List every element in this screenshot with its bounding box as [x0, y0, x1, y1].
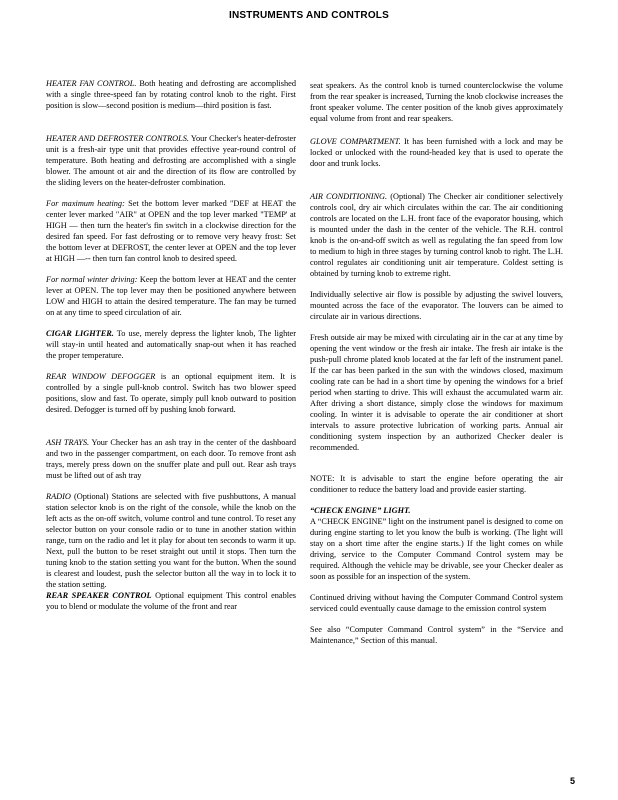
- header-title-prefix: INSTRUMENTS AND: [229, 10, 332, 21]
- rear-defogger-body: is an optional equipment item. It is controlled by a single pull-knob control. Switch has two blower speed positions, slow and fast. To operate, simply pull knob outward to position desired. Defogger is turned off by pushing knob forward.: [46, 372, 296, 414]
- check-engine-paragraph: [310, 505, 563, 582]
- heater-defroster-title: HEATER AND DEFROSTER CONTROLS.: [46, 134, 190, 143]
- winter-driving-body: Keep the bottom lever at HEAT and the center lever at OPEN. The top lever may then be positioned anywhere between LOW and HIGH to attain the desired temperature. The fan may be turned on at any time to speed circulation of air.: [46, 275, 296, 317]
- glove-compartment-paragraph: [310, 136, 563, 169]
- glove-compartment-body: It has been furnished with a lock and may be locked or unlocked with the round-headed key that is used to operate the door and trunk locks.: [310, 137, 563, 168]
- continued-driving-paragraph: Continued driving without having the Computer Command Control system serviced could eventually cause damage to the emission control system: [310, 593, 563, 613]
- radio-title: RADIO: [46, 492, 71, 501]
- cigar-lighter-paragraph: [46, 328, 296, 361]
- rear-defogger-title: REAR WINDOW DEFOGGER: [46, 372, 156, 381]
- rear-speaker-body: Optional equipment This control enables you to blend or modulate the volume of the front and rear: [46, 591, 296, 611]
- glove-compartment-title: GLOVE COMPARTMENT.: [310, 137, 401, 146]
- max-heating-paragraph: [46, 198, 296, 264]
- right-column: [310, 80, 563, 646]
- max-heating-title: For maximum heating:: [46, 199, 125, 208]
- heater-fan-body: Both heating and defrosting are accomplished with a single three-speed fan by rotating control knob to the right. First position is slow—second position is medium—third position is fast.: [46, 79, 296, 110]
- air-conditioning-body: (Optional) The Checker air conditioner selectively controls cool, dry air which circulates within the car. The air conditioning controls are located on the L.H. front face of the evaporator housing, which is mounted under the dash in the center of the vehicle. The R.H. control knob is the on-and-off switch as well as regulating the fan speed from low to medium to high in three stages by turning control knob to right. The L.H. control regulates air conditioning unit air temperature. Coldest setting is obtained by turning knob to extreme right.: [310, 192, 563, 278]
- radio-body: (Optional) Stations are selected with five pushbuttons, A manual station selector knob is on the right of the console, while the knob on the left acts as the on-off switch, volume control and tune control. To reset any selector button on your console radio or to tune in another station within range, turn on the radio and let it play for about ten seconds to warm it up. Next, pull the button to be reset straight out until it stops. Then turn the tuning knob to the station setting you want for the button. When the sound is clearest and loudest, push the selector button all the way in to lock it to the station setting.: [46, 492, 296, 589]
- see-also-paragraph: See also “Computer Command Control system” in the “Service and Maintenance,” Section of this manual.: [310, 625, 563, 645]
- max-heating-body: Set the bottom lever marked "DEF at HEAT the center lever marked "AIR" at OPEN and the top lever marked "TEMP' at HIGH — then turn the heater's fin switch in a clockwise direction for the desired fan speed. For fast defrosting or to remove very heavy frost: Set the bottom lever at DEFROST, the center lever at OPEN and the top lever at HIGH —-- then turn fan control knob to desired speed.: [46, 199, 296, 263]
- radio-paragraph: [46, 491, 296, 590]
- check-engine-title: “CHECK ENGINE” LIGHT.: [310, 506, 411, 515]
- winter-driving-title: For normal winter driving:: [46, 275, 138, 284]
- rear-speaker-paragraph: [46, 590, 296, 612]
- header-title-bold: CONTROLS: [331, 10, 389, 21]
- heater-fan-title: HEATER FAN CONTROL.: [46, 79, 137, 88]
- air-conditioning-paragraph: [310, 191, 563, 279]
- airflow-paragraph: Individually selective air flow is possible by adjusting the swivel louvers, mounted across the face of the evaporator. The louvers can be aimed to circulate air in various directions.: [310, 290, 563, 321]
- air-conditioning-title: AIR CONDITIONING.: [310, 192, 388, 201]
- fresh-air-paragraph: Fresh outside air may be mixed with circulating air in the car at any time by opening the vent window or the fresh air intake. The fresh air intake is the push-pull chrome plated knob located at the far left of the instrument panel. If the car has been parked in the sun with the windows closed, maximum cooling rate can be had in a short time by opening the windows for a brief period when starting to drive. This will exhaust the accumulated warm air. After driving a short distance, simply close the windows for maximum cooling. In winter it is advisable to operate the air conditioner at short intervals to assure protective lubrication of working parts. Annual air conditioning system inspection by an authorized Checker dealer is recommended.: [310, 333, 563, 452]
- ash-trays-title: ASH TRAYS.: [46, 438, 90, 447]
- rear-defogger-paragraph: [46, 371, 296, 415]
- page-number: 5: [569, 776, 575, 786]
- rear-speaker-continued: seat speakers. As the control knob is turned counterclockwise the volume from the rear speaker is increased, Turning the knob clockwise increases the front speaker volume. The center position of the knob gives approximately equal volume from front and rear speakers.: [310, 81, 563, 123]
- check-engine-body: A “CHECK ENGINE” light on the instrument panel is designed to come on during engine starting to let you know the bulb is working. (The light will stay on a short time after the engine starts.) If the light comes on while driving, service to the Computer Command Control system may be required. Although the vehicle may be drivable, see your Checker dealer as soon as possible for an inspection of the system.: [310, 517, 563, 581]
- heater-defroster-paragraph: [46, 133, 296, 188]
- cigar-lighter-title: CIGAR LIGHTER.: [46, 329, 114, 338]
- ash-trays-paragraph: [46, 437, 296, 481]
- cigar-lighter-body: To use, merely depress the lighter knob, The lighter will stay-in until heated and automatically snap-out when it has reached the proper temperature.: [46, 329, 296, 360]
- page-header: [0, 10, 618, 21]
- left-column: [46, 78, 296, 612]
- winter-driving-paragraph: [46, 274, 296, 318]
- heater-defroster-body: Your Checker's heater-defroster unit is a fresh-air type unit that provides effective year-round control of temperature. Both heating and defrosting are accomplished with a single blower. The amount ot air and the direction of its flow are controlled by the sliding levers on the heater-defroster combination.: [46, 134, 296, 187]
- note-paragraph: NOTE: It is advisable to start the engine before operating the air conditioner to reduce the battery load and provide easier starting.: [310, 474, 563, 494]
- heater-fan-paragraph: [46, 78, 296, 111]
- ash-trays-body: Your Checker has an ash tray in the center of the dashboard and two in the passenger compartment, on each door. To remove front ash trays, merely press down on the snuffer plate and pull out. Rear ash trays must be lifted out of ash tray: [46, 438, 297, 480]
- rear-speaker-title: REAR SPEAKER CONTROL: [46, 591, 152, 600]
